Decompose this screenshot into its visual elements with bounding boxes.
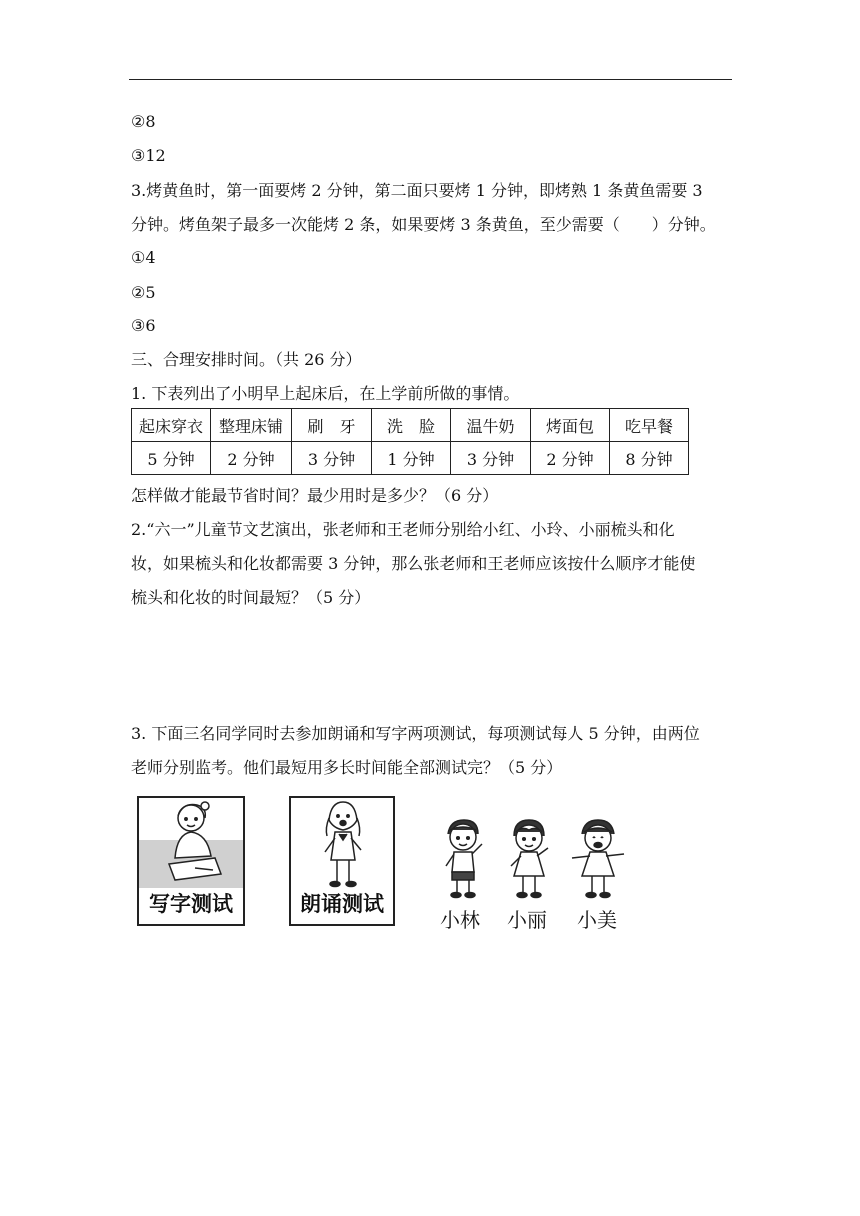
task-cell: 刷 牙: [292, 409, 372, 442]
girl-xiaomei-illustration: [566, 818, 630, 900]
time-cell: 5 分钟: [132, 442, 211, 475]
option-2-q3: ②5: [131, 283, 156, 302]
option-3-q2: ③12: [131, 146, 166, 165]
question-3-line2: 分钟。烤鱼架子最多一次能烤 2 条，如果要烤 3 条黄鱼，至少需要（ ）分钟。: [131, 215, 716, 234]
s3-question-2-line2: 妆，如果梳头和化妆都需要 3 分钟，那么张老师和王老师应该按什么顺序才能使: [131, 554, 696, 573]
kid-name-xiaoli: 小丽: [507, 908, 547, 932]
task-cell: 整理床铺: [211, 409, 292, 442]
girl-reciting-illustration: [291, 798, 393, 890]
writing-test-caption: 写字测试: [149, 892, 233, 916]
option-3-q3: ③6: [131, 316, 156, 335]
s3-question-2-line3: 梳头和化妆的时间最短？（5 分）: [131, 588, 371, 607]
girl-xiaoli-illustration: [502, 818, 556, 900]
time-cell: 1 分钟: [372, 442, 451, 475]
option-2-q2: ②8: [131, 112, 156, 131]
girl-writing-illustration: [139, 798, 243, 888]
writing-test-picture: [137, 796, 245, 926]
header-rule: [129, 79, 732, 80]
reading-test-picture: [289, 796, 395, 926]
time-cell: 3 分钟: [292, 442, 372, 475]
s3-question-2-line1: 2.“六一”儿童节文艺演出，张老师和王老师分别给小红、小玲、小丽梳头和化: [131, 520, 675, 539]
option-1-q3: ①4: [131, 248, 156, 267]
s3-question-3-line2: 老师分别监考。他们最短用多长时间能全部测试完？（5 分）: [131, 758, 563, 777]
time-cell: 3 分钟: [451, 442, 531, 475]
time-cell: 2 分钟: [531, 442, 610, 475]
kid-name-xiaomei: 小美: [577, 908, 617, 932]
time-cell: 8 分钟: [610, 442, 689, 475]
s3-question-3-line1: 3. 下面三名同学同时去参加朗诵和写字两项测试，每项测试每人 5 分钟，由两位: [131, 724, 700, 743]
task-cell: 烤面包: [531, 409, 610, 442]
time-row: [132, 442, 689, 475]
s3-question-1-prompt: 怎样做才能最节省时间？最少用时是多少？（6 分）: [131, 486, 499, 505]
boy-xiaolin-illustration: [436, 818, 490, 900]
task-cell: 洗 脸: [372, 409, 451, 442]
kid-name-xiaolin: 小林: [440, 908, 480, 932]
task-cell: 温牛奶: [451, 409, 531, 442]
task-cell: 起床穿衣: [132, 409, 211, 442]
s3-question-1: 1. 下表列出了小明早上起床后，在上学前所做的事情。: [131, 384, 520, 403]
section-3-heading: 三、合理安排时间。（共 26 分）: [131, 350, 362, 369]
schedule-table: [131, 408, 689, 475]
reading-test-caption: 朗诵测试: [300, 892, 384, 916]
task-cell: 吃早餐: [610, 409, 689, 442]
question-3-line1: 3.烤黄鱼时，第一面要烤 2 分钟，第二面只要烤 1 分钟，即烤熟 1 条黄鱼需要 3: [131, 181, 703, 200]
task-row: [132, 409, 689, 442]
time-cell: 2 分钟: [211, 442, 292, 475]
